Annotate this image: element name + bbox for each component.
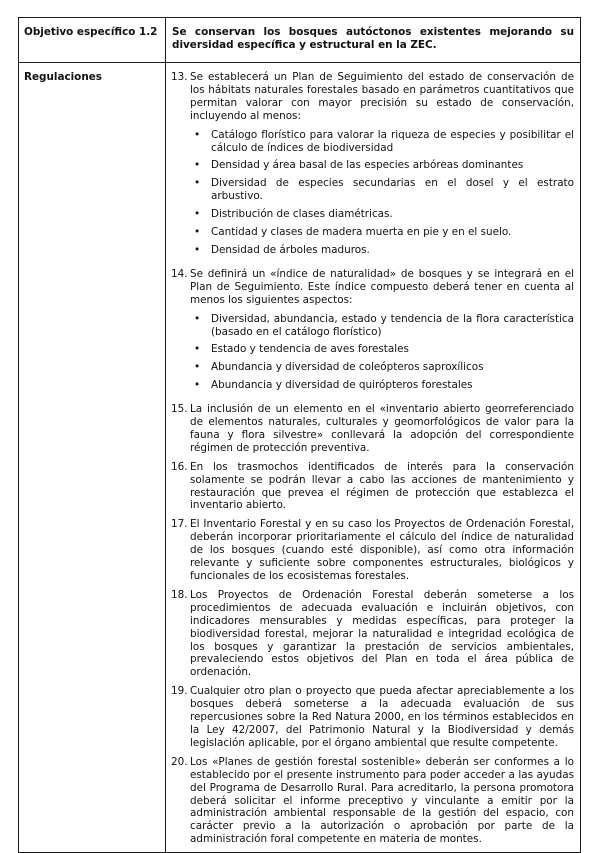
regulation-number: 13.	[171, 71, 188, 83]
bullet-dot-icon: •	[194, 343, 201, 356]
regulation-number: 20.	[171, 755, 188, 768]
bullet-text: Diversidad, abundancia, estado y tendencia de la flora característica (basado en el catálogo florístico)	[211, 312, 574, 338]
regulation-text: Se establecerá un Plan de Seguimiento del estado de conservación de los hábitats naturales forestales basado en parámetros cuantitativos que permitan valorar con mayor precisión su estado de conservación, incluyendo al menos:	[190, 71, 574, 122]
objective-header-row	[19, 18, 581, 63]
bullet-text: Abundancia y diversidad de quirópteros forestales	[211, 379, 473, 392]
bullet-item	[190, 208, 574, 221]
regulation-body	[190, 71, 574, 262]
regulations-content	[166, 63, 581, 853]
bullet-text: Estado y tendencia de aves forestales	[211, 343, 409, 356]
bullet-dot-icon: •	[194, 128, 201, 141]
bullet-dot-icon: •	[194, 208, 201, 221]
regulations-list	[171, 71, 574, 846]
bullet-text: Densidad de árboles maduros.	[211, 243, 370, 256]
regulation-number: 19.	[171, 685, 188, 698]
regulation-item	[171, 71, 574, 262]
objective-table	[18, 17, 581, 853]
regulation-text: El Inventario Forestal y en su caso los Proyectos de Ordenación Forestal, deberán incorporar prioritariamente el cálculo del índice de naturalidad de los bosques (cuando esté disponible), así como otra información relevante y suficiente sobre componentes estructurales, biológicos y funcionales de los ecosistemas forestales.	[190, 518, 574, 582]
regulation-text: La inclusión de un elemento en el «inventario abierto georreferenciado de elementos naturales, culturales y geomorfológicos de valor para la fauna y flora silvestre» conllevará la adopción del correspondiente régimen de protección preventiva.	[190, 403, 574, 454]
bullet-item	[190, 379, 574, 392]
bullet-text: Catálogo florístico para valorar la riqueza de especies y posibilitar el cálculo de índices de biodiversidad	[211, 128, 574, 154]
regulation-text: Los Proyectos de Ordenación Forestal deberán someterse a los procedimientos de adecuada evaluación e incluirán objetivos, con indicadores mensurables y medidas específicas, para proteger la biodiversidad forestal, mejorar la naturalidad e integridad ecológica de los bosques y garantizar la prestación de servicios ambientales, prevaleciendo estos objetivos del Plan en toda el área pública de ordenación.	[190, 588, 574, 679]
objective-description: Se conservan los bosques autóctonos existentes mejorando su diversidad específica y estructural en la ZEC.	[166, 18, 581, 63]
regulation-item	[171, 268, 574, 397]
regulation-number: 15.	[171, 403, 188, 416]
bullet-dot-icon: •	[194, 243, 201, 256]
regulation-number: 18.	[171, 588, 188, 601]
regulation-text: En los trasmochos identificados de interés para la conservación solamente se podrán llevar a cabo las acciones de mantenimiento y restauración que prevea el régimen de protección que establezca el inventario abierto.	[190, 460, 574, 512]
regulation-item	[171, 461, 574, 513]
bullet-text: Distribución de clases diamétricas.	[211, 208, 393, 221]
regulations-row	[19, 63, 581, 853]
bullet-item	[190, 244, 574, 257]
bullet-item	[190, 361, 574, 374]
bullet-item	[190, 313, 574, 339]
regulation-body	[190, 518, 574, 583]
bullet-list	[190, 313, 574, 393]
bullet-item	[190, 226, 574, 239]
regulation-item	[171, 518, 574, 583]
regulation-number: 17.	[171, 518, 188, 531]
regulation-text: Los «Planes de gestión forestal sostenible» deberán ser conformes a lo establecido por el presente instrumento para poder acceder a las ayudas del Programa de Desarrollo Rural. Para acreditarlo, la persona promotora deberá solicitar el informe preceptivo y vinculante a emitir por la administración ambiental responsable de la gestión del espacio, con carácter previo a la autorización o aprobación por parte de la administración foral competente en materia de montes.	[190, 755, 574, 846]
bullet-dot-icon: •	[194, 159, 201, 172]
regulation-text: Cualquier otro plan o proyecto que pueda afectar apreciablemente a los bosques deberá someterse a la adecuada evaluación de sus repercusiones sobre la Red Natura 2000, en los términos establecidos en la Ley 42/2007, del Patrimonio Natural y la Biodiversidad y demás legislación aplicable, por el órgano ambiental que resulte competente.	[190, 685, 574, 749]
bullet-text: Cantidad y clases de madera muerta en pie y en el suelo.	[211, 226, 512, 239]
bullet-dot-icon: •	[194, 177, 201, 190]
regulation-number: 16.	[171, 460, 188, 473]
bullet-text: Diversidad de especies secundarias en el dosel y el estrato arbustivo.	[211, 177, 574, 203]
bullet-dot-icon: •	[194, 379, 201, 392]
regulation-body	[190, 403, 574, 455]
bullet-item	[190, 177, 574, 203]
regulation-text: Se definirá un «índice de naturalidad» de bosques y se integrará en el Plan de Seguimiento. Este índice compuesto deberá tener en cuenta al menos los siguientes aspectos:	[190, 267, 574, 306]
bullet-text: Densidad y área basal de las especies arbóreas dominantes	[211, 159, 524, 172]
regulation-item	[171, 589, 574, 679]
objective-label: Objetivo específico 1.2	[19, 18, 166, 63]
bullet-dot-icon: •	[194, 361, 201, 374]
regulations-label: Regulaciones	[19, 63, 166, 853]
bullet-item	[190, 343, 574, 356]
bullet-item	[190, 129, 574, 155]
bullet-item	[190, 159, 574, 172]
bullet-text: Abundancia y diversidad de coleópteros saproxílicos	[211, 361, 484, 374]
bullet-list	[190, 129, 574, 257]
regulation-item	[171, 403, 574, 455]
regulation-body	[190, 461, 574, 513]
regulation-body	[190, 685, 574, 750]
regulation-item	[171, 685, 574, 750]
bullet-dot-icon: •	[194, 312, 201, 325]
bullet-dot-icon: •	[194, 226, 201, 239]
regulation-body	[190, 268, 574, 397]
regulation-number: 14.	[171, 267, 188, 280]
regulation-body	[190, 589, 574, 679]
